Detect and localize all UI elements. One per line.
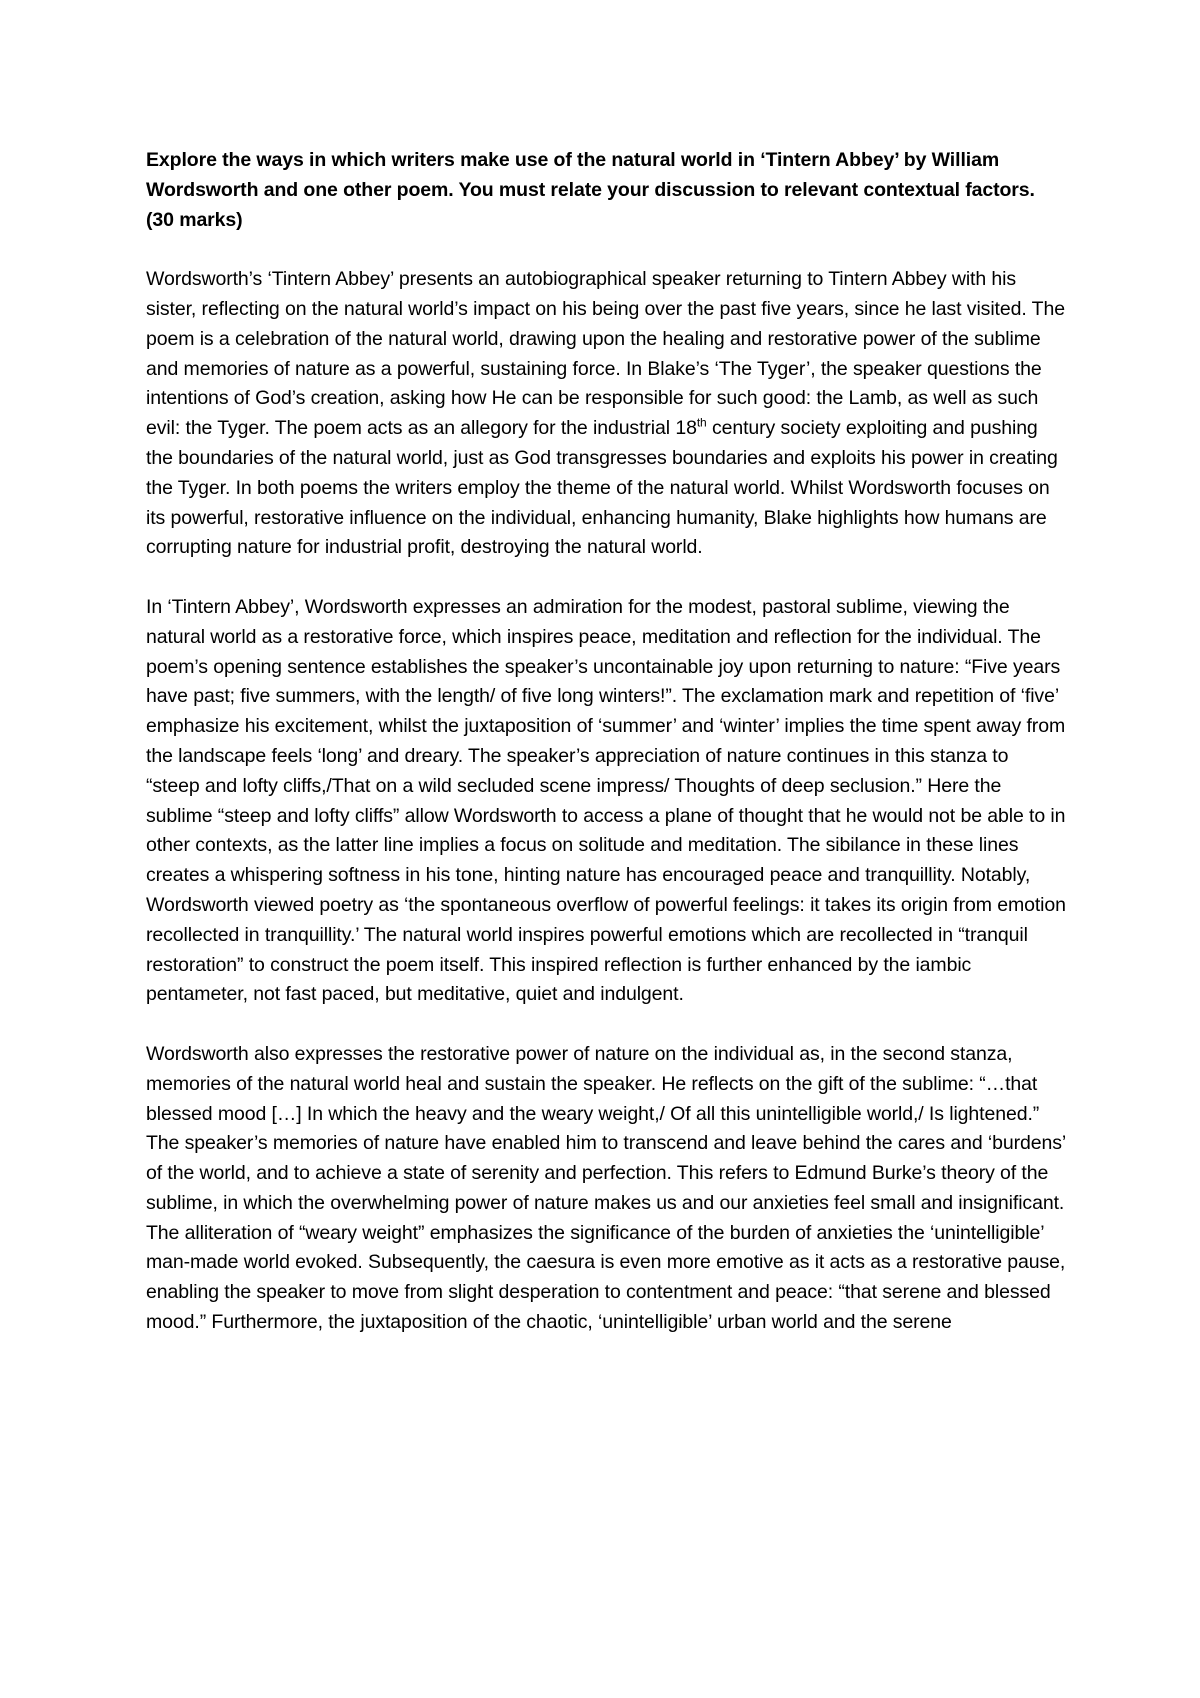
paragraph-introduction-part2: century society exploiting and pushing the boundaries of the natural world, just as God transgresses boundaries and exploits his power in creating the Tyger. In both poems the writers employ the theme of the natural world. Whilst Wordsworth focuses on its powerful, restorative influence on the individual, enhancing humanity, Blake highlights how humans are corrupting nature for industrial profit, destroying the natural world. (146, 417, 1058, 559)
paragraph-tintern-abbey-sublime: In ‘Tintern Abbey’, Wordsworth expresses an admiration for the modest, pastoral sublime, viewing the natural world as a restorative force, which inspires peace, meditation and reflection for the individual. The poem’s opening sentence establishes the speaker’s uncontainable joy upon returning to nature: “Five years have past; five summers, with the length/ of five long winters!”. The exclamation mark and repetition of ‘five’ emphasize his excitement, whilst the juxtaposition of ‘summer’ and ‘winter’ implies the time spent away from the landscape feels ‘long’ and dreary. The speaker’s appreciation of nature continues in this stanza to “steep and lofty cliffs,/That on a wild secluded scene impress/ Thoughts of deep seclusion.” Here the sublime “steep and lofty cliffs” allow Wordsworth to access a plane of thought that he would not be able to in other contexts, as the latter line implies a focus on solitude and meditation. The sibilance in these lines creates a whispering softness in his tone, hinting nature has encouraged peace and tranquillity. Notably, Wordsworth viewed poetry as ‘the spontaneous overflow of powerful feelings: it takes its origin from emotion recollected in tranquillity.’ The natural world inspires powerful emotions which are recollected in “tranquil restoration” to construct the poem itself. This inspired reflection is further enhanced by the iambic pentameter, not fast paced, but meditative, quiet and indulgent. (146, 595, 1066, 1006)
paragraph-restorative-power: Wordsworth also expresses the restorative power of nature on the individual as, in the second stanza, memories of the natural world heal and sustain the speaker. He reflects on the gift of the sublime: “…that blessed mood […] In which the heavy and the weary weight,/ Of all this unintelligible world,/ Is lightened.” The speaker’s memories of nature have enabled him to transcend and leave behind the cares and ‘burdens’ of the world, and to achieve a state of serenity and perfection. This refers to Edmund Burke’s theory of the sublime, in which the overwhelming power of nature makes us and our anxieties feel small and insignificant. The alliteration of “weary weight” emphasizes the significance of the burden of anxieties the ‘unintelligible’ man-made world evoked. Subsequently, the caesura is even more emotive as it acts as a restorative pause, enabling the speaker to move from slight desperation to contentment and peace: “that serene and blessed mood.” Furthermore, the juxtaposition of the chaotic, ‘unintelligible’ urban world and the serene (146, 1042, 1066, 1334)
paragraph-introduction-part1: Wordsworth’s ‘Tintern Abbey’ presents an autobiographical speaker returning to Tintern Abbey with his sister, reflecting on the natural world’s impact on his being over the past five years, since he last visited. The poem is a celebration of the natural world, drawing upon the healing and restorative power of the sublime and memories of nature as a powerful, sustaining force. In Blake’s ‘The Tyger’, the speaker questions the intentions of God’s creation, asking how He can be responsible for such good: the Lamb, as well as such evil: the Tyger. The poem acts as an allegory for the industrial 18 (146, 268, 1065, 440)
paragraph-introduction (146, 265, 1066, 563)
essay-question-heading: Explore the ways in which writers make use of the natural world in ‘Tintern Abbey’ by William Wordsworth and one other poem. You must relate your discussion to relevant contextual factors. (30 marks) (146, 149, 1035, 231)
essay-page (146, 146, 1066, 1338)
ordinal-superscript: th (696, 415, 707, 430)
